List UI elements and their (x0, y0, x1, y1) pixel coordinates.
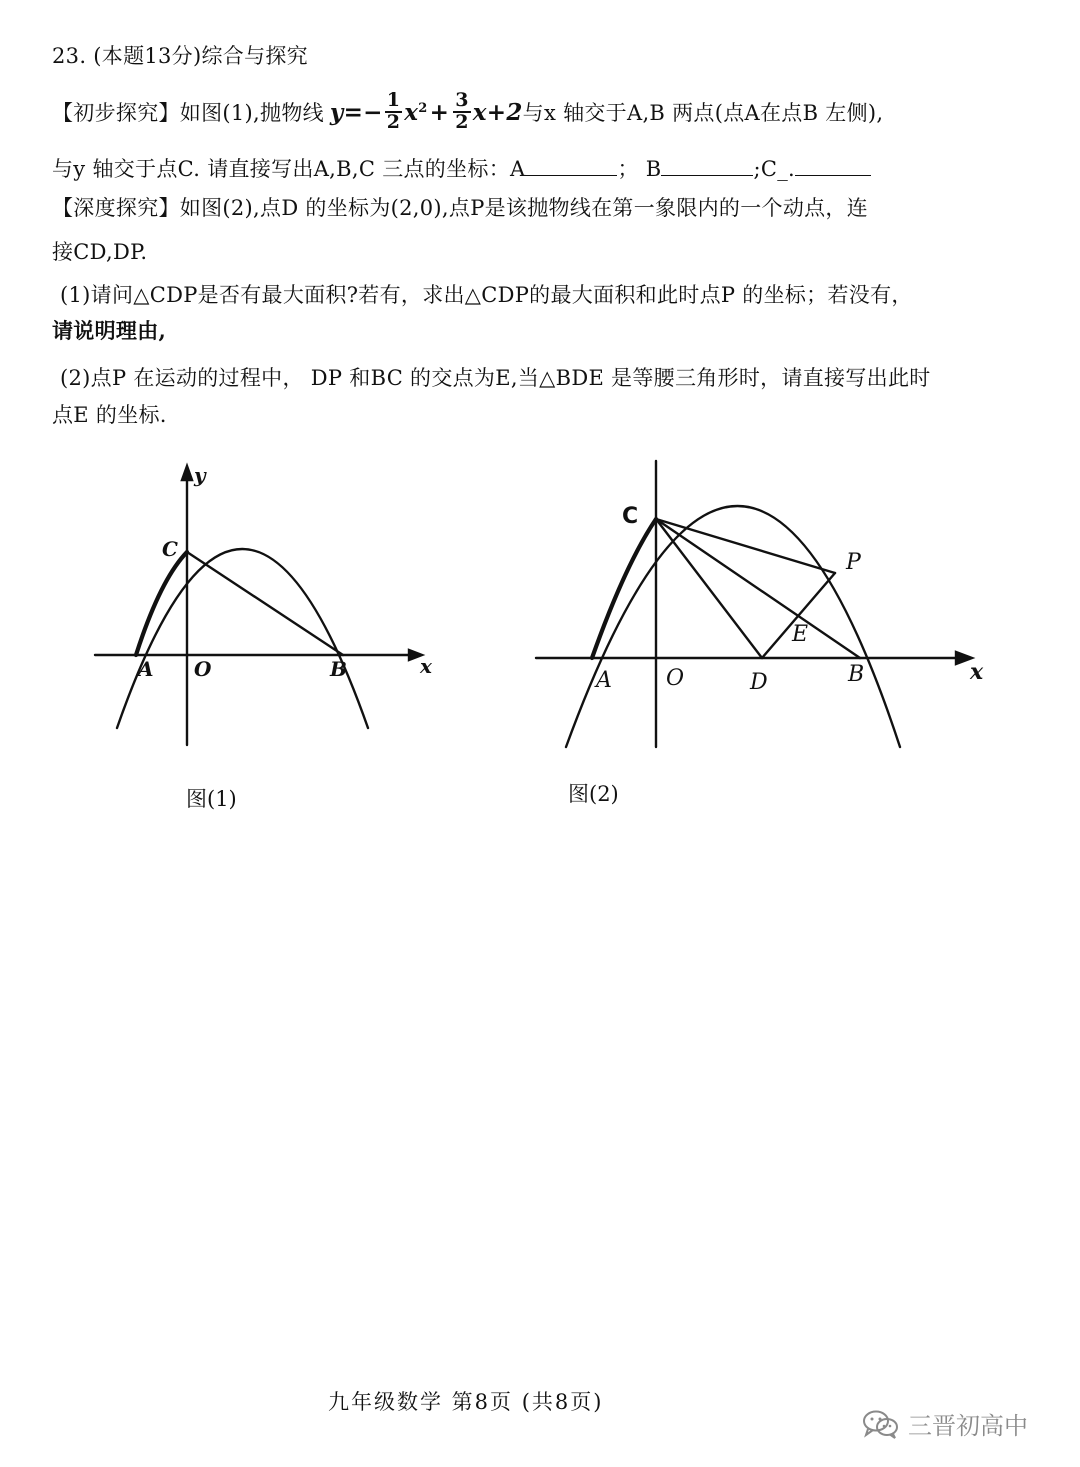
fig1-label-b: B (330, 657, 347, 681)
fig2-label-x: x (970, 659, 984, 685)
p2-text: 与y 轴交于点C. 请直接写出A,B,C 三点的坐标：A (52, 157, 526, 181)
paragraph-4: 接CD,DP. (52, 240, 148, 264)
figure-2 (530, 455, 1000, 755)
fraction-2-denominator: 2 (455, 111, 469, 133)
paragraph-5: (1)请问△CDP是否有最大面积?若有，求出△CDP的最大面积和此时点P 的坐标；若没有， (60, 283, 913, 307)
fig1-y-arrow (182, 466, 192, 480)
eq-x-squared: x (404, 98, 419, 126)
fig1-segment-cb (187, 552, 343, 655)
eq-y: y (329, 98, 344, 126)
parabola-equation (330, 91, 523, 133)
paragraph-1 (52, 82, 883, 142)
fig1-label-o: O (194, 657, 212, 681)
fig1-label-a: A (138, 657, 154, 681)
fig2-label-a: A (596, 668, 612, 693)
eq-plus: + (429, 98, 450, 126)
paragraph-6: 请说明理由, (52, 318, 167, 343)
fig2-label-d: D (750, 670, 768, 695)
fig2-label-o: O (666, 666, 685, 691)
fig2-label-p: P (846, 550, 861, 575)
question-header-text: 23. (本题13分)综合与探究 (52, 44, 308, 68)
fig1-label-c: C (162, 537, 178, 561)
answer-blank-c[interactable] (795, 157, 871, 176)
figure-1 (90, 460, 440, 760)
eq-equals: =− (343, 98, 383, 126)
fig1-label-y: y (194, 463, 206, 487)
fraction-1 (385, 91, 403, 133)
fraction-2-numerator: 3 (455, 89, 469, 112)
answer-blank-b[interactable] (661, 157, 753, 176)
question-header (52, 40, 308, 70)
p1-lead: 【初步探究】如图(1),抛物线 (52, 101, 324, 125)
eq-tail: x+2 (472, 98, 523, 126)
watermark-text: 三晋初高中 (908, 1412, 1028, 1440)
fig2-segment-cb (656, 519, 860, 658)
fraction-1-numerator: 1 (386, 89, 401, 112)
fraction-2 (453, 91, 471, 133)
paragraph-3: 【深度探究】如图(2),点D 的坐标为(2,0),点P是该抛物线在第一象限内的一个动点，连 (52, 196, 869, 220)
fraction-1-denominator: 2 (386, 111, 401, 133)
fig1-parabola (117, 549, 368, 728)
p1-after: 与x 轴交于A,B 两点(点A在点B 左侧), (522, 101, 884, 125)
paragraph-8: 点E 的坐标. (52, 403, 167, 427)
answer-blank-a[interactable] (525, 157, 617, 176)
paragraph-2 (52, 153, 871, 183)
wechat-icon (862, 1409, 900, 1439)
page-footer: 九年级数学 第8页 (共8页) (328, 1390, 604, 1414)
figure-2-caption: 图(2) (568, 782, 619, 806)
fig2-label-b: B (848, 662, 865, 687)
p2-sep1: ； B (617, 157, 662, 181)
watermark (862, 1406, 1028, 1441)
p2-sep2: ;C_. (753, 157, 796, 181)
fig2-segment-cd (656, 519, 762, 658)
fig2-label-c: C (622, 504, 639, 529)
eq-exponent: 2 (418, 100, 428, 116)
figure-1-caption: 图(1) (186, 787, 237, 811)
fig2-parabola-thick-left (592, 519, 656, 658)
fig1-parabola-thick-left (136, 552, 187, 655)
fig2-label-e: E (792, 622, 809, 647)
fig2-segment-cp (656, 519, 835, 573)
paragraph-7: (2)点P 在运动的过程中， DP 和BC 的交点为E,当△BDE 是等腰三角形时，请直接写出此时 (60, 366, 931, 390)
fig1-label-x: x (420, 654, 432, 678)
